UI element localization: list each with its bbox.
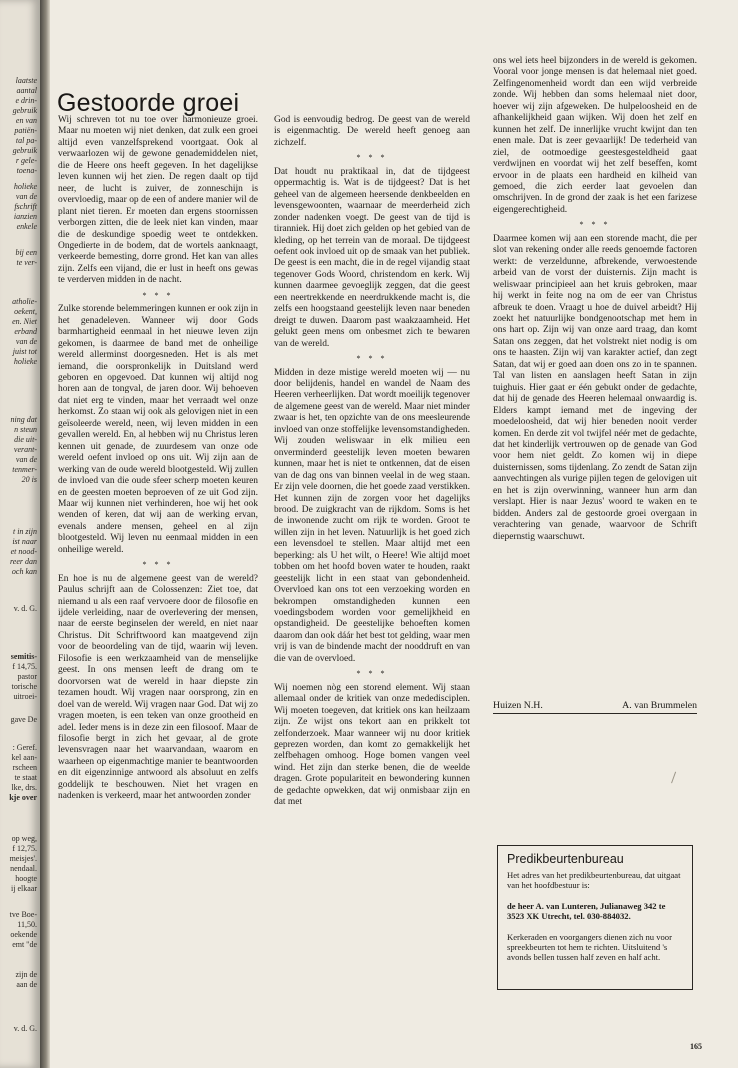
box-address: de heer A. van Lunteren, Julianaweg 342 te 3523 XK Utrecht, tel. 030-884032. [507, 900, 666, 922]
previous-page-text-fragment: ist naar [12, 537, 37, 546]
previous-page-text-fragment: van de [15, 337, 37, 346]
article-paragraph: Daarmee komen wij aan een storende macht, die per slot van rekening onder alle reeds genoemde factoren werkt: de verzeldunne, afbrekende, verwoestende arbeid van de vorst der duisternis. Zijn macht is weliswaar principieel aan het kruis gebroken, maar hij werkt in feite nog na om de eer van Christus afbreuk te doen. Vraagt u hoe de duivel arbeidt? Hij zoekt het natuurlijke bondgenootschap met hem in ons hart op. Zijn wij van onze aard traag, dan komt Satan ons zeggen, dat het volstrekt niet nodig is om ons te haasten. Zijn wij van karakter actief, dan zegt Satan, dat wij er goed aan doen ons zo in te spannen. Tal van listen en aanslagen heeft Satan in zijn tuighuis. Hier gaat er één gebukt onder de gedachte, dat hij de genade des Heeren helemaal onwaardig is. Elders kampt iemand met de ingeving der moedeloosheid, dat wij hier beneden nooit verder komen. En derde zit vol twijfel néér met de gedachte, dat het kinderlijk vertrouwen op de genade van God voor hem niet geldt. Zo komen wij in diepe duisternissen, soms tijdenlang. Zo zendt de Satan zijn aanvechtingen als vurige pijlen tegen de gelovigen uit en het is zijn overwinning, wanneer hun arm dan verslapt. Hier is naar Jezus' woord te waken en te bidden. Anders zal de gestoorde groei overgaan in verachtering van genade, waarvoor de Schrift diepernstig waarschuwt. [493, 233, 697, 542]
previous-page-text-fragment: f 12,75. [12, 844, 37, 853]
article-column-1 [58, 115, 258, 803]
previous-page-text-fragment: gebruik [12, 106, 37, 115]
article-paragraph: Wij noemen nòg een storend element. Wij staan allemaal onder de kritiek van onze mededisciplen. Wij moeten toegeven, dat kritiek ons kan heilzaam zijn. Ze wijst ons tekort aan en prikkelt tot zelfonderzoek. Maar wanneer wij nu door kritiek geprezen worden, dan komt zo gemakkelijk het zelfbehagen omhoog. Hoge bomen vangen veel wind. Het zijn dan sterke benen, die de weelde dragen. Grote populariteit en bewondering kunnen de gedachte opwekken, dat wij onmisbaar zijn en dat met [274, 682, 470, 808]
previous-page-text-fragment: semitis- [10, 652, 37, 661]
previous-page-text-fragment: uitroei- [13, 692, 37, 701]
previous-page-text-fragment: kje over [9, 793, 37, 802]
article-paragraph: En hoe is nu de algemene geest van de wereld? Paulus schrijft aan de Colossenzen: Ziet toe, dat niemand u als een raaf vervoere door de filosofie en ijdele verleiding, naar de overlevering der mensen, naar de eerste beginselen der wereld, en niet naar Christus. Dit Schriftwoord kan maatgevend zijn voor de beoordeling van de tijd, waarin wij leven. Filosofie is een werkzaamheid van de menselijke geest. In ons mensen leeft de drang om te doorvorsen wat de wereld in haar diepste zin tezamen houdt. Wij vragen naar oorsprong, zin en doel van de wereld. Wij vragen naar God. Dat wij zo vragen moeten, is een teken van onze grootheid en adel. Ieder mens is in deze zin een filosoof. Maar de filosofie bergt in zich het gevaar, al de grote levensvragen naar het waarvandaan, waarom en waarheen op eigenmachtige manier te beantwoorden en dit eigenzinnige antwoord als absoluut en zelfs goddelijk te beschouwen. Niet het vragen en nadenken is verkeerd, maar het antwoorden zonder [58, 573, 258, 802]
previous-page-text-fragment: emt "de [12, 940, 37, 949]
article-paragraph: Dat houdt nu praktikaal in, dat de tijdgeest oppermachtig is. Wat is de tijdgeest? Dat is het geheel van de algemeen heersende denkbeelden en levensgewoonten, waarnaar de meerderheid zich zonder nadenken voegt. De geest van de tijd is tiranniek. Hij doet zich gelden op het gebied van de kleding, op het terrein van de moraal. De tijdgeest oefent ook invloed uit op de smaak van het publiek. De geest is een macht, die in de regel vijandig staat tegenover Gods Woord, christendom en kerk. Wij kunnen daarmee gevoeglijk zeggen, dat die geest een neertrekkende en neerdrukkende macht is, die zelfs een hoogstaand geestelijk leven naar beneden dreigt te duwen. Daarom past waakzaamheid. Het gelukt geen mens om onbesmet zich te bewaren van de wereld. [274, 166, 470, 349]
article-paragraph: Midden in deze mistige wereld moeten wij — nu door belijdenis, handel en wandel de Naam des Heeren verheerlijken. Dat wordt moeilijk tegenover de algemene geest van de wereld. Maar niet minder zwaar is het, ten opzichte van de ons meesleurende invloed van onze stoffelijke levensomstandigheden. Wij zouden weliswaar in elk milieu een onverminderd geestelijk leven moeten bewaren kunnen, maar het is niet te ontkennen, dat de eisen van de dag ons van binnen veelal in de weg staan. Er zijn vele doornen, die het goede zaad verstikken. Het kunnen zijn de zorgen voor het dagelijks brood. De zuigkracht van de rijkdom. Soms is het de inwonende zucht om rijk te worden. Groot te willen zijn in het leven. Natuurlijk is het goed zich een levensdoel te stellen. Maar altijd met een beperking: als U het wilt, o Heere! Wie altijd moet tobben om het hoofd boven water te houden, raakt geestelijk licht in een staat van gebondenheid. Overvloed kan ons tot een verzoeking worden en bekrompen omstandigheden kunnen een voedingsbodem worden voor gemelijkheid en opstandigheid. De geestelijke behoeften komen daarom dan ook dáár het best tot gelding, waar men vrij is van de bindende macht der nooddruft en van die van de overvloed. [274, 367, 470, 664]
print-mark [671, 772, 679, 785]
previous-page-text-fragment: fschrift [14, 202, 37, 211]
previous-page-text-fragment: te ver- [16, 258, 37, 267]
previous-page-text-fragment: die uit- [14, 435, 37, 444]
previous-page-text-fragment: t in zijn [12, 527, 37, 536]
previous-page-text-fragment: tenmer- [12, 465, 37, 474]
previous-page-text-fragment: op weg, [11, 834, 37, 843]
previous-page-text-fragment: nendaal. [10, 864, 37, 873]
previous-page-text-fragment: v. d. G. [13, 604, 37, 613]
section-divider-stars: * * * [356, 153, 388, 163]
section-divider-stars: * * * [579, 220, 611, 230]
article-column-2 [274, 115, 470, 809]
previous-page-text-fragment: meisjes'. [9, 854, 37, 863]
previous-page-text-fragment: v. d. G. [13, 1024, 37, 1033]
previous-page-text-fragment: holieke [13, 182, 37, 191]
previous-page-text-fragment: juist tot [12, 347, 37, 356]
previous-page-text-fragment: kel aan- [11, 753, 37, 762]
previous-page-text-fragment: enkele [16, 222, 37, 231]
box-intro: Het adres van het predikbeurtenbureau, dat uitgaat van het hoofdbestuur is: [507, 870, 681, 891]
previous-page-text-fragment: en. Niet [12, 317, 37, 326]
previous-page-text-fragment: : Geref. [12, 743, 37, 752]
previous-page-text-fragment: ij elkaar [11, 884, 37, 893]
previous-page-text-fragment: e drin- [15, 96, 37, 105]
signature-author: A. van Brummelen [622, 700, 697, 711]
article-paragraph: Zulke storende belemmeringen kunnen er ook zijn in het genadeleven. Wanneer wij door Gods barmhartigheid eenmaal in het nieuwe leven zijn gekomen, is daarmee de band met de onheilige wereld allerminst doorgesneden. Het is als met iemand, die oorspronkelijk in Duitsland werd geboren en opgevoed. Dat kunnen wij altijd nog horen aan de tongval, de jaren door. Wij behoeven dat niet erg te vinden, maar het verraadt wel onze herkomst. Zo staan wij ook als gelovigen niet in een geïsoleerde wereld, neen, wij leven midden in een gevallen wereld. En, al hebben wij nu Christus leren kennen uit genade, de zuurdesem van onze ode wereld oefent invloed op ons uit. Wij zijn aan de werking van de oude wereld blootgesteld. Wij zullen de invloed van die oude sfeer scherp moeten keuren en de geesten moeten beproeven of ze uit God zijn. Maar wij kunnen niet verhinderen, hoe wij het ook wenden of keren, dat wij aan de werking ervan, evenals andere mensen, geheel en al zijn blootgesteld. Wij leven nu eenmaal midden in een onheilige wereld. [58, 304, 258, 555]
previous-page-text-fragment: laatste [15, 76, 37, 85]
article-title: Gestoorde groei [57, 89, 240, 117]
article-paragraph: God is eenvoudig bedrog. De geest van de wereld is eigenmachtig. De wereld heeft genoeg aan zichzelf. [274, 115, 470, 148]
section-divider-stars: * * * [356, 354, 388, 364]
section-divider-stars: * * * [142, 560, 174, 570]
previous-page-text-fragment: atholie- [12, 297, 37, 306]
previous-page-text-fragment: gebruik [12, 146, 37, 155]
previous-page-text-fragment: oekent, [14, 307, 37, 316]
previous-page-text-fragment: r gele- [15, 156, 37, 165]
previous-page-text-fragment: holieke [13, 357, 37, 366]
previous-page-text-fragment: te staat [14, 773, 37, 782]
previous-page-text-fragment: aantal [16, 86, 37, 95]
article-column-3 [493, 56, 697, 543]
previous-page-text-fragment: van de [15, 455, 37, 464]
previous-page-text-fragment: n steun [14, 425, 37, 434]
previous-page-text-fragment: zijn de [15, 970, 37, 979]
previous-page-text-fragment: tve Boe- [9, 910, 37, 919]
previous-page-text-fragment: tal pa- [15, 136, 37, 145]
section-divider-stars: * * * [356, 669, 388, 679]
article-signature [493, 700, 697, 714]
article-paragraph: ons wel iets heel bijzonders in de wereld is gekomen. Vooral voor jonge mensen is dat helemaal niet goed. Zelfingenomenheid wordt dan een wijd verbreide zonde. Wij hebben dan soms helemaal niet door, hoever wij zijn afgeweken. De hulpeloosheid en de afhankelijkheid gaan wijken. Wij doen het zelf en kunnen het zelf. De innerlijke vrucht kwijnt dan ten enen male. Dat is zeer gevaarlijk! De tederheid van ziel, de ootmoedige geestesgesteldheid gaat verdwijnen en voordat wij het zelf beseffen, komt ervoor in de plaats een hardheid en kilheid van gemoed, die zich eerder laat gevoelen dan omschrijven. In de grond der zaak is het een farizese eigengerechtigheid. [493, 56, 697, 215]
section-divider-stars: * * * [142, 290, 174, 300]
previous-page-strip [0, 0, 41, 1068]
predikbeurtenbureau-box [497, 845, 693, 990]
signature-place: Huizen N.H. [493, 700, 543, 711]
page-number: 165 [690, 1042, 702, 1051]
magazine-page [50, 0, 738, 1068]
previous-page-text-fragment: en van [15, 116, 37, 125]
previous-page-text-fragment: ning dat [10, 415, 37, 424]
previous-page-text-fragment: et nood- [10, 547, 37, 556]
previous-page-text-fragment: hoogte [15, 874, 37, 883]
previous-page-text-fragment: bij een [15, 248, 37, 257]
previous-page-text-fragment: torische [11, 682, 37, 691]
previous-page-text-fragment: lke, drs. [11, 783, 37, 792]
previous-page-text-fragment: van de [15, 192, 37, 201]
previous-page-text-fragment: rscheen [12, 763, 37, 772]
previous-page-text-fragment: patiën- [14, 126, 37, 135]
box-title: Predikbeurtenbureau [507, 852, 624, 866]
previous-page-text-fragment: pastor [17, 672, 37, 681]
previous-page-text-fragment: och kan [11, 567, 37, 576]
previous-page-text-fragment: oekende [10, 930, 37, 939]
previous-page-text-fragment: aan de [16, 980, 37, 989]
previous-page-text-fragment: f 14,75. [12, 662, 37, 671]
page-gutter [40, 0, 50, 1068]
box-note: Kerkeraden en voorgangers dienen zich nu voor spreekbeurten tot hem te richten. Uitsluitend 's avonds bellen tussen half zeven en half acht. [507, 931, 672, 963]
article-paragraph: Wij schreven tot nu toe over harmonieuze groei. Maar nu moeten wij niet denken, dat zulk een groei altijd even vanzelfsprekend voortgaat. Ook al verwaarlozen wij de gewone genademiddelen niet, die de Heere ons heeft gegeven. In het dagelijkse leven kunnen wij het zien. De regen daalt op tijd neer, de lucht is zuiver, de zonneschijn is overvloedig, maar op de een of andere manier wil de plant niet tieren. Er moeten dan ergens stoornissen verborgen zitten, die de leek niet kan vinden, maar die de deskundige spoedig weet te ontdekken. Ongedierte in de bodem, dat de wortels aanknaagt, verkeerde bemesting, dorre grond. Het kan van alles zijn. Zelfs een vijand, die er lust in heeft ons gewas te verderven midden in de nacht. [58, 115, 258, 286]
previous-page-text-fragment: reer dan [9, 557, 37, 566]
previous-page-text-fragment: gave De [10, 715, 37, 724]
previous-page-text-fragment: erband [14, 327, 37, 336]
previous-page-text-fragment: 11,50. [17, 920, 37, 929]
previous-page-text-fragment: verant- [13, 445, 37, 454]
previous-page-text-fragment: 20 is [21, 475, 37, 484]
previous-page-text-fragment: ianzien [13, 212, 37, 221]
previous-page-text-fragment: toena- [16, 166, 37, 175]
